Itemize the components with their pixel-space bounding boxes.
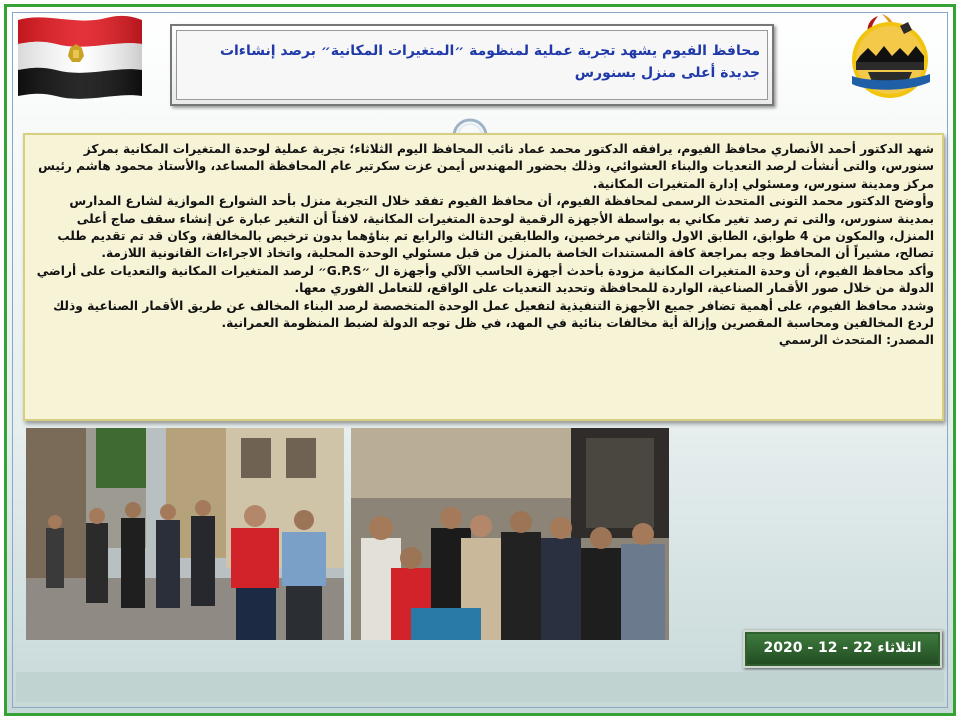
headline-box xyxy=(170,24,774,106)
article-paragraph: وشدد محافظ الفيوم، على أهمية تضافر جميع الأجهزة التنفيذية لتفعيل عمل الوحدة المتخصصة لرصد البناء المخالف عن طريق الأقمار الصناعية وذلك لردع المخالفين ومحاسبة المقصرين وإزالة أية مخالفات بنائية في المهد، في ظل توجه الدولة لضبط المنظومة العمرانية. xyxy=(53,298,934,331)
article-box xyxy=(23,133,944,421)
article-paragraph: وأوضح الدكتور محمد التونى المتحدث الرسمى لمحافظة الفيوم، أن محافظ الفيوم تفقد خلال التجربة منزل بأحد الشوارع الموازية لشارع المدارس بمدينة سنورس، والتى تم رصد تغير مكاني به بواسطة الأجهزة الرقمية لوحدة المتغيرات المكانية، لافتاً أن التغير عبارة عن إنشاء سقف صاج أعلى المنزل، والمكون من 4 طوابق، الطابق الاول والثاني مرخصين، والطابقين الثالث والرابع تم بناؤهما بدون ترخيص بالمخالفة، وكان قد تم تقديم طلب تصالح، مشيراً أن المحافظ وجه بمراجعة كافة المستندات الخاصة بالمنزل من قبل مسئولي الوحدة المحلية، واتخاذ الاجراءات القانونية اللازمة. xyxy=(57,194,934,261)
bottom-band xyxy=(16,672,944,702)
street-visit-photo xyxy=(26,428,344,640)
date-badge xyxy=(743,630,942,668)
egypt-flag-icon xyxy=(16,12,144,102)
headline-title: محافظ الفيوم يشهد تجربة عملية لمنظومة ״المتغيرات المكانية״ برصد إنشاءات جديدة أعلى منزل بسنورس xyxy=(219,43,760,81)
article-paragraph: وأكد محافظ الفيوم، أن وحدة المتغيرات المكانية مزودة بأحدث أجهزة الحاسب الآلي وأجهزة ال ״G.P.S״ لرصد المتغيرات المكانية والتعديات على أراضي الدولة من خلال صور الأقمار الصناعية، الواردة للمحافظة وتحديد التعديات على الواقع، للتعامل الفوري معها. xyxy=(36,263,934,296)
fayoum-governorate-logo-icon xyxy=(838,12,942,102)
date-text: الثلاثاء 22 - 12 - 2020 xyxy=(763,640,922,656)
article-source: المصدر: المتحدث الرسمي xyxy=(778,333,934,348)
group-meeting-photo xyxy=(351,428,669,640)
article-body xyxy=(33,141,934,350)
article-paragraph: شهد الدكتور أحمد الأنصاري محافظ الفيوم، يرافقه الدكتور محمد عماد نائب المحافظ اليوم الثلاثاء؛ تجربة عملية لوحدة المتغيرات المكانية بمركز سنورس، والتى أنشأت لرصد التعديات والبناء العشوائي، وذلك بحضور المهندس أيمن عزت سكرتير عام المحافظة المساعد، والأستاذ محمود هاشم رئيس مركز ومدينة سنورس، ومسئولي إدارة المتغيرات المكانية. xyxy=(38,142,934,191)
